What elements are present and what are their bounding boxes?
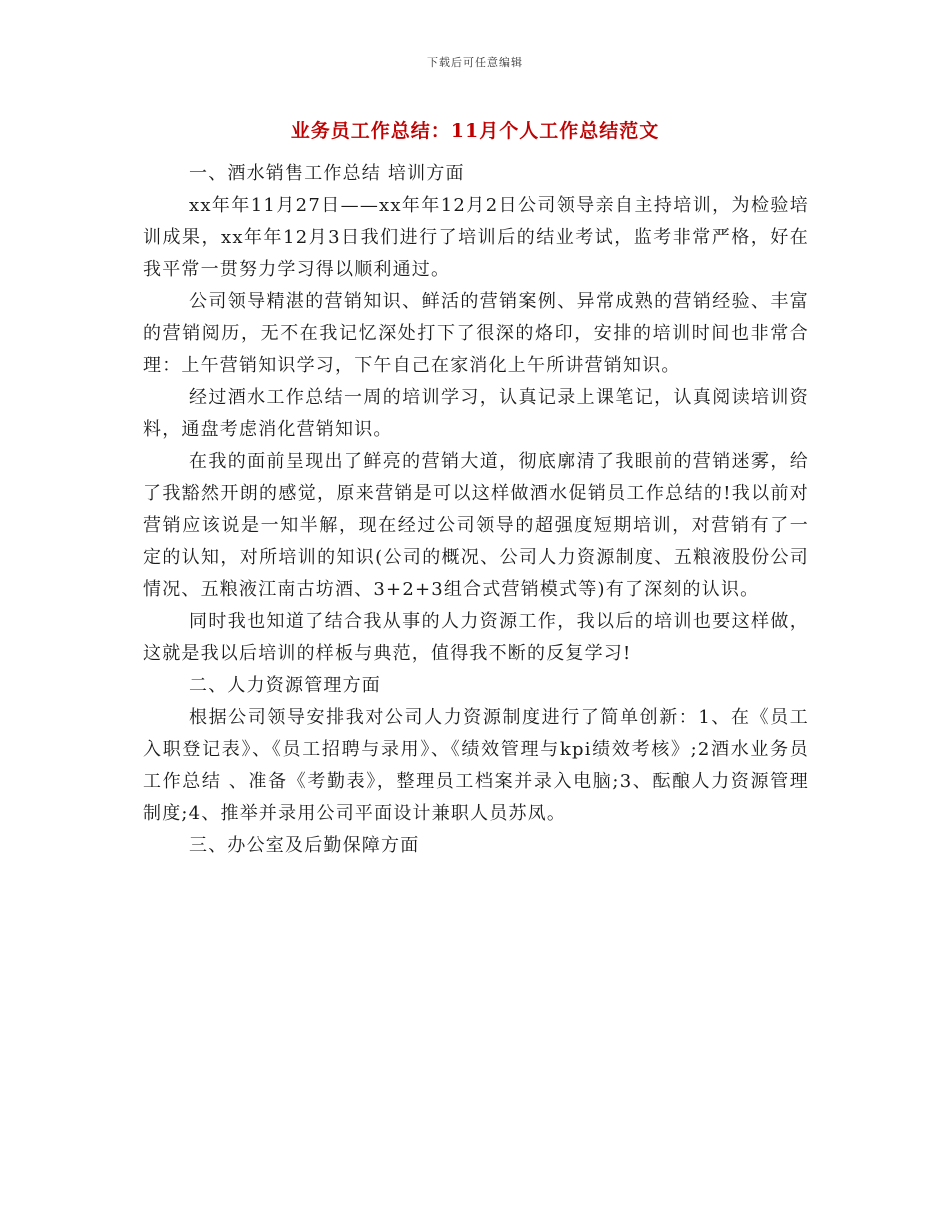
paragraph: 公司领导精湛的营销知识、鲜活的营销案例、异常成熟的营销经验、丰富的营销阅历，无不在我记忆深处打下了很深的烙印，安排的培训时间也非常合理：上午营销知识学习，下午自己在家消化上午所讲营销知识。 [143,291,809,376]
section-heading-hr: 二、人力资源管理方面 [189,675,381,696]
section-heading-office: 三、办公室及后勤保障方面 [189,835,420,856]
paragraph: 在我的面前呈现出了鲜亮的营销大道，彻底廓清了我眼前的营销迷雾，给了我豁然开朗的感觉，原来营销是可以这样做酒水促销员工作总结的!我以前对营销应该说是一知半解，现在经过公司领导的超强度短期培训，对营销有了一定的认知，对所培训的知识(公司的概况、公司人力资源制度、五粮液股份公司情况、五粮液江南古坊酒、3+2+3组合式营销模式等)有了深刻的认识。 [143,451,809,600]
paragraph: xx年年11月27日——xx年年12月2日公司领导亲自主持培训，为检验培训成果，xx年年12月3日我们进行了培训后的结业考试，监考非常严格，好在我平常一贯努力学习得以顺利通过。 [143,195,809,280]
header-note: 下载后可任意编辑 [427,56,523,69]
section-heading-training: 一、酒水销售工作总结 培训方面 [189,163,465,184]
paragraph: 根据公司领导安排我对公司人力资源制度进行了简单创新：1、在《员工入职登记表》、《员工招聘与录用》、《绩效管理与kpi绩效考核》;2酒水业务员工作总结 、准备《考勤表》，整理员工档案并录入电脑;3、酝酿人力资源管理制度;4、推举并录用公司平面设计兼职人员苏凤。 [143,707,809,824]
document-body [143,158,809,862]
paragraph: 同时我也知道了结合我从事的人力资源工作，我以后的培训也要这样做，这就是我以后培训的样板与典范，值得我不断的反复学习! [143,611,809,664]
document-title: 业务员工作总结：11月个人工作总结范文 [290,120,660,142]
paragraph: 经过酒水工作总结一周的培训学习，认真记录上课笔记，认真阅读培训资料，通盘考虑消化营销知识。 [143,387,809,440]
